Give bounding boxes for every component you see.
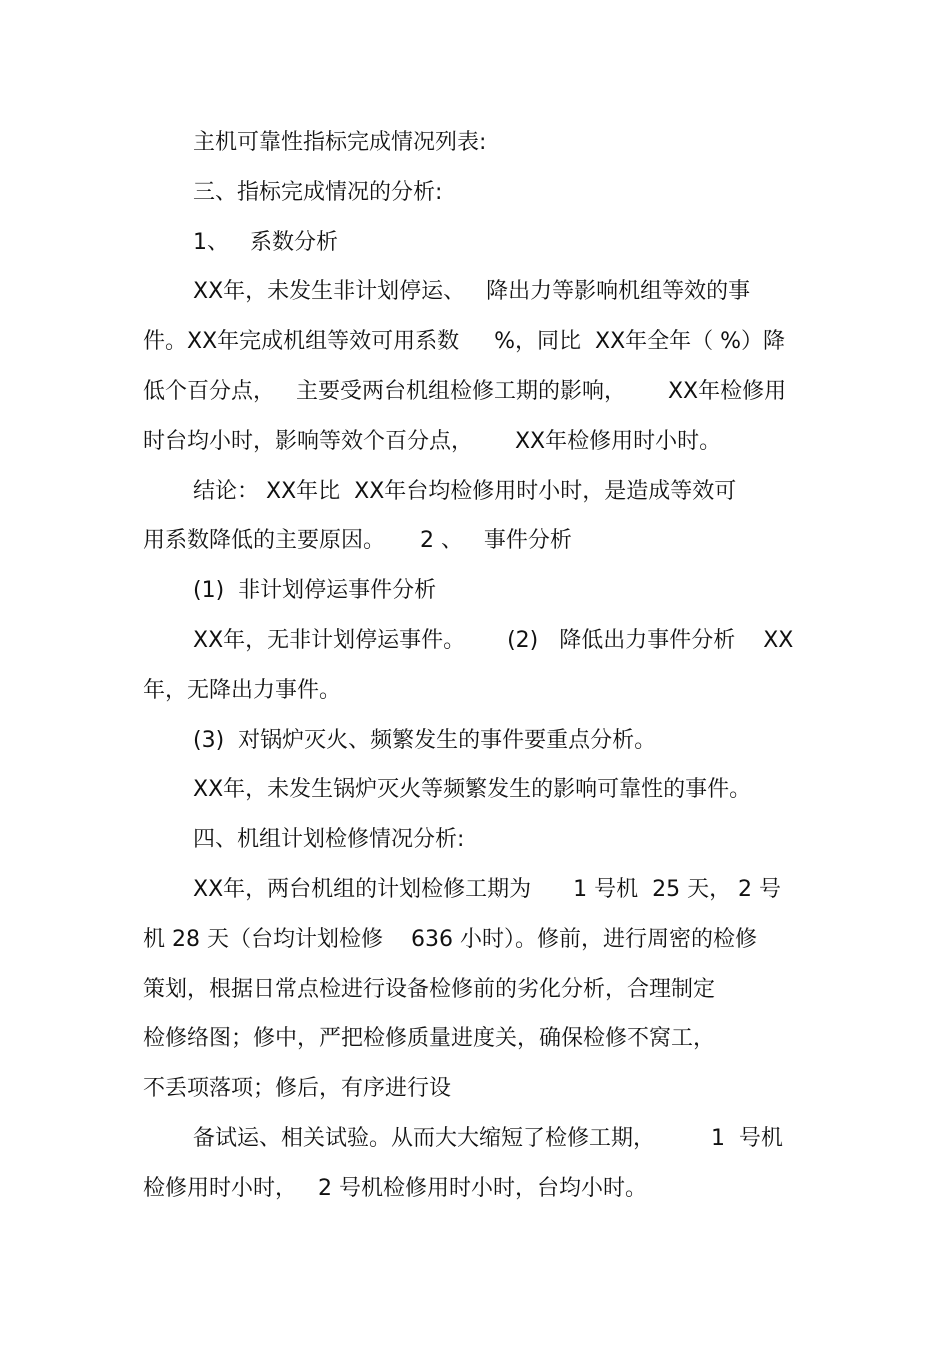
text-line: 时台均小时，影响等效个百分点， XX年检修用时小时。: [143, 429, 722, 454]
text-line: 年，无降出力事件。: [143, 678, 342, 703]
text-line: XX年，未发生锅炉灭火等频繁发生的影响可靠性的事件。: [193, 777, 752, 802]
text-line: 用系数降低的主要原因。 2 、 事件分析: [143, 528, 572, 553]
subsection-heading: 1、 系数分析: [193, 230, 338, 255]
text-line: 检修用时小时， 2 号机检修用时小时，台均小时。: [143, 1176, 647, 1201]
text-line: 低个百分点， 主要受两台机组检修工期的影响， XX年检修用: [143, 379, 787, 404]
text-line: 件。XX年完成机组等效可用系数 %，同比 XX年全年（ %）降: [143, 329, 786, 354]
section-heading: 四、机组计划检修情况分析:: [193, 827, 465, 852]
text-line: (1) 非计划停运事件分析: [193, 578, 437, 603]
text-line: 检修络图；修中，严把检修质量进度关，确保检修不窝工，: [143, 1026, 716, 1051]
text-line: 结论： XX年比 XX年台均检修用时小时，是造成等效可: [193, 479, 737, 504]
text-line: (3) 对锅炉灭火、频繁发生的事件要重点分析。: [193, 728, 657, 753]
text-line: 主机可靠性指标完成情况列表:: [193, 130, 487, 155]
text-line: XX年，两台机组的计划检修工期为 1 号机 25 天， 2 号: [193, 877, 782, 902]
text-line: 不丢项落项；修后，有序进行设: [143, 1076, 452, 1101]
text-line: 机 28 天（台均计划检修 636 小时）。修前，进行周密的检修: [143, 927, 757, 952]
text-line: 备试运、相关试验。从而大大缩短了检修工期， 1 号机: [193, 1126, 783, 1151]
section-heading: 三、指标完成情况的分析:: [193, 180, 443, 205]
text-line: XX年，未发生非计划停运、 降出力等影响机组等效的事: [193, 279, 751, 304]
text-line: 策划，根据日常点检进行设备检修前的劣化分析，合理制定: [143, 977, 716, 1002]
text-line: XX年，无非计划停运事件。 (2) 降低出力事件分析 XX: [193, 628, 794, 653]
